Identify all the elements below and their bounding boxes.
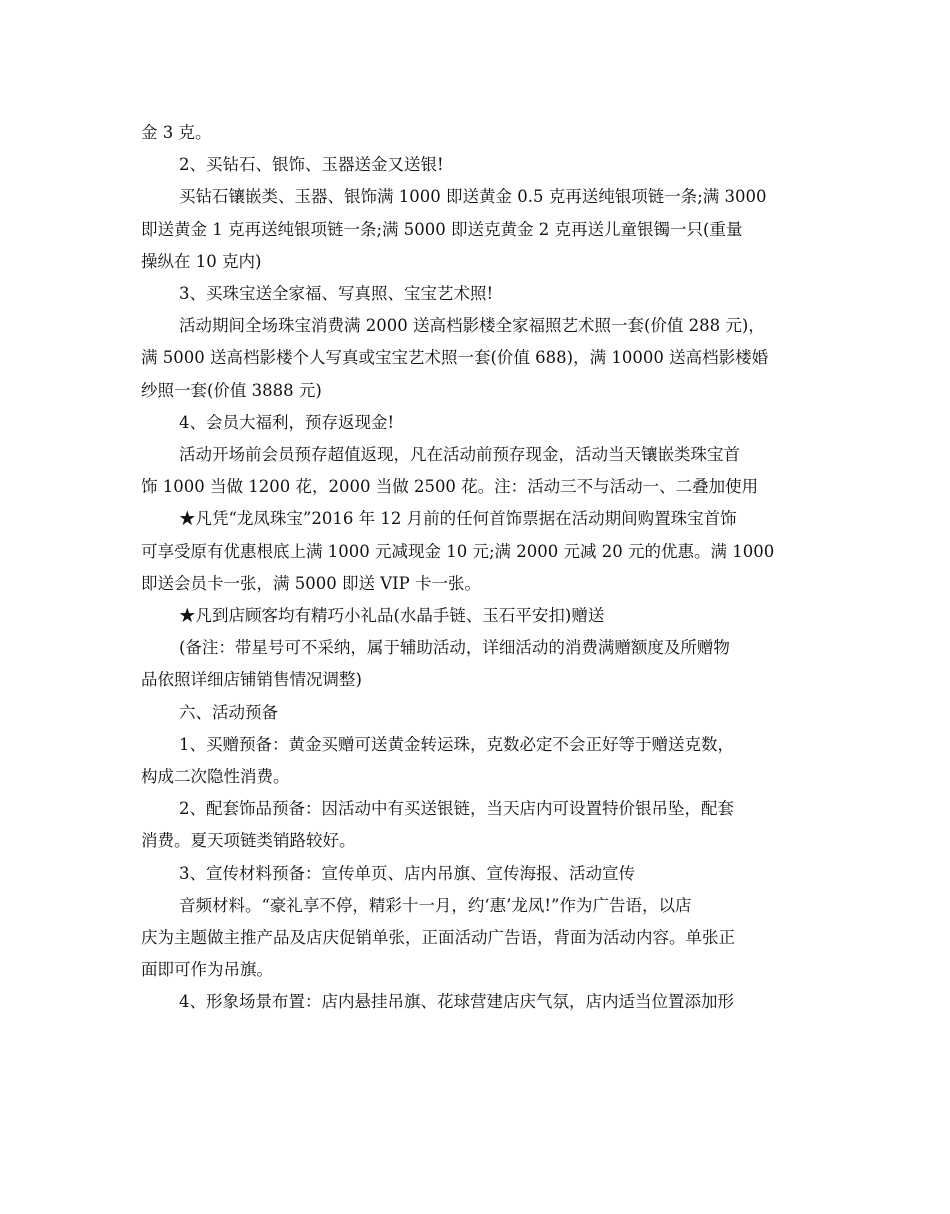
text-line: 4、形象场景布置：店内悬挂吊旗、花球营建店庆气氛，店内适当位置添加形 (179, 992, 734, 1012)
text-line: 即送会员卡一张，满 5000 即送 VIP 卡一张。 (141, 573, 482, 593)
text-line: 品依照详细店铺销售情况调整) (141, 670, 362, 690)
text-line: (备注：带星号可不采纳，属于辅助活动，详细活动的消费满赠额度及所赠物 (179, 638, 730, 658)
text-line: 活动期间全场珠宝消费满 2000 送高档影楼全家福照艺术照一套(价值 288 元)， (179, 316, 765, 336)
text-line: 消费。夏天项链类销路较好。 (141, 831, 356, 851)
text-line: 庆为主题做主推产品及店庆促销单张，正面活动广告语，背面为活动内容。单张正 (141, 928, 735, 948)
text-line: 买钻石镶嵌类、玉器、银饰满 1000 即送黄金 0.5 克再送纯银项链一条;满 3000 (179, 187, 767, 207)
text-line: 3、买珠宝送全家福、写真照、宝宝艺术照! (179, 284, 494, 304)
text-line: 构成二次隐性消费。 (141, 767, 290, 787)
text-line: 可享受原有优惠根底上满 1000 元减现金 10 元;满 2000 元减 20 元的优惠。满 1000 (141, 541, 775, 561)
text-line: 金 3 克。 (141, 123, 212, 142)
text-line: 饰 1000 当做 1200 花，2000 当做 2500 花。注：活动三不与活动一、二叠加使用 (141, 477, 759, 497)
text-line: 2、买钻石、银饰、玉器送金又送银! (179, 155, 444, 175)
text-line: 3、宣传材料预备：宣传单页、店内吊旗、宣传海报、活动宣传 (179, 863, 635, 883)
text-line: 音频材料。“豪礼享不停，精彩十一月，约‘惠’龙凤!”作为广告语，以店 (179, 895, 692, 915)
text-line: ★凡凭“龙凤珠宝”2016 年 12 月前的任何首饰票据在活动期间购置珠宝首饰 (179, 509, 737, 529)
document-body (141, 117, 811, 1019)
text-line: 即送黄金 1 克再送纯银项链一条;满 5000 即送克黄金 2 克再送儿童银镯一只(重量 (141, 219, 743, 239)
text-line: 六、活动预备 (179, 702, 278, 722)
text-line: 4、会员大福利，预存返现金! (179, 412, 395, 432)
text-line: 面即可作为吊旗。 (141, 960, 273, 980)
text-line: 2、配套饰品预备：因活动中有买送银链，当天店内可设置特价银吊坠，配套 (179, 799, 734, 819)
text-line: 操纵在 10 克内) (141, 251, 262, 271)
text-line: 活动开场前会员预存超值返现，凡在活动前预存现金，活动当天镶嵌类珠宝首 (179, 445, 740, 465)
text-line: 满 5000 送高档影楼个人写真或宝宝艺术照一套(价值 688)，满 10000 送高档影楼婚 (141, 348, 769, 368)
text-line: 1、买赠预备：黄金买赠可送黄金转运珠，克数必定不会正好等于赠送克数， (179, 734, 734, 754)
text-line: 纱照一套(价值 3888 元) (141, 380, 322, 400)
text-line: ★凡到店顾客均有精巧小礼品(水晶手链、玉石平安扣)赠送 (179, 606, 605, 626)
